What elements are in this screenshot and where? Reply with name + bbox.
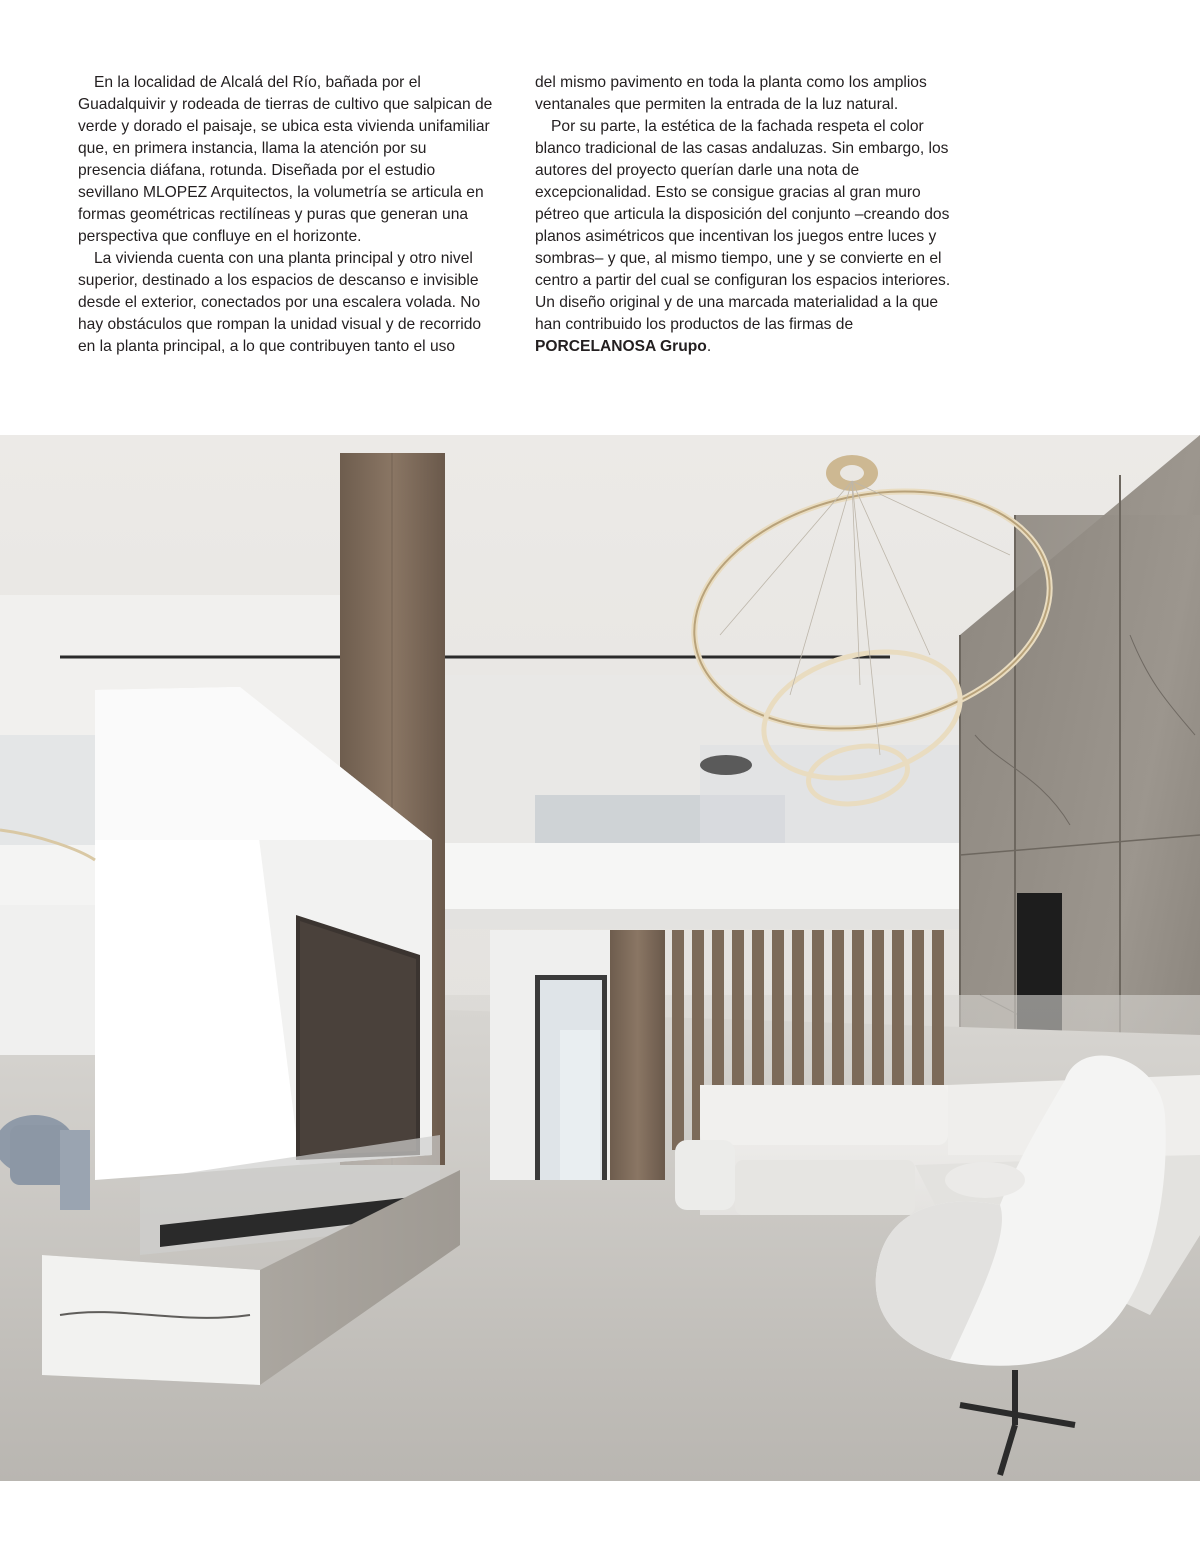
text-column-left [78,72,496,358]
paragraph-body: Por su parte, la estética de la fachada respeta el color blanco tradicional de las casas andaluzas. Sin embargo, los autores del proyecto querían darle una nota de excepcionalidad. Esto se consigue gracias al gran muro pétreo que articula la disposición del conjunto –creando dos planos asimétricos que incentivan los juegos entre luces y sombras– y que, al mismo tiempo, une y se convierte en el centro a partir del cual se configuran los espacios interiores. Un diseño original y de una marcada materialidad a la que han contribuido los productos de las firmas [535,118,951,333]
paragraph-tail-end: . [706,338,712,355]
brand-name: PORCELANOSA Grupo [535,338,707,355]
paragraph: La vivienda cuenta con una planta principal y otro nivel superior, destinado a los espacios de descanso e invisible desde el exterior, conectados por una escalera volada. No hay obstáculos que rompan la unidad visual y de recorrido en la planta principal, a lo que contribuyen tanto el uso [78,250,482,355]
text-column-right [535,72,967,358]
paragraph-tail: de [835,316,854,333]
paragraph: En la localidad de Alcalá del Río, bañada por el Guadalquivir y rodeada de tierras de cultivo que salpican de verde y dorado el paisaje, se ubica esta vivienda unifamiliar que, en primera instancia, llama la atención por su presencia diáfana, rotunda. Diseñada por el estudio sevillano MLOPEZ Arquitectos, la volumetría se articula en formas geométricas rectilíneas y puras que generan una perspectiva que confluye en el horizonte. [78,74,493,245]
interior-photo [0,435,1200,1481]
paragraph: del mismo pavimento en toda la planta como los amplios ventanales que permiten la entrada de la luz natural. [535,74,927,113]
paragraph [535,116,967,358]
